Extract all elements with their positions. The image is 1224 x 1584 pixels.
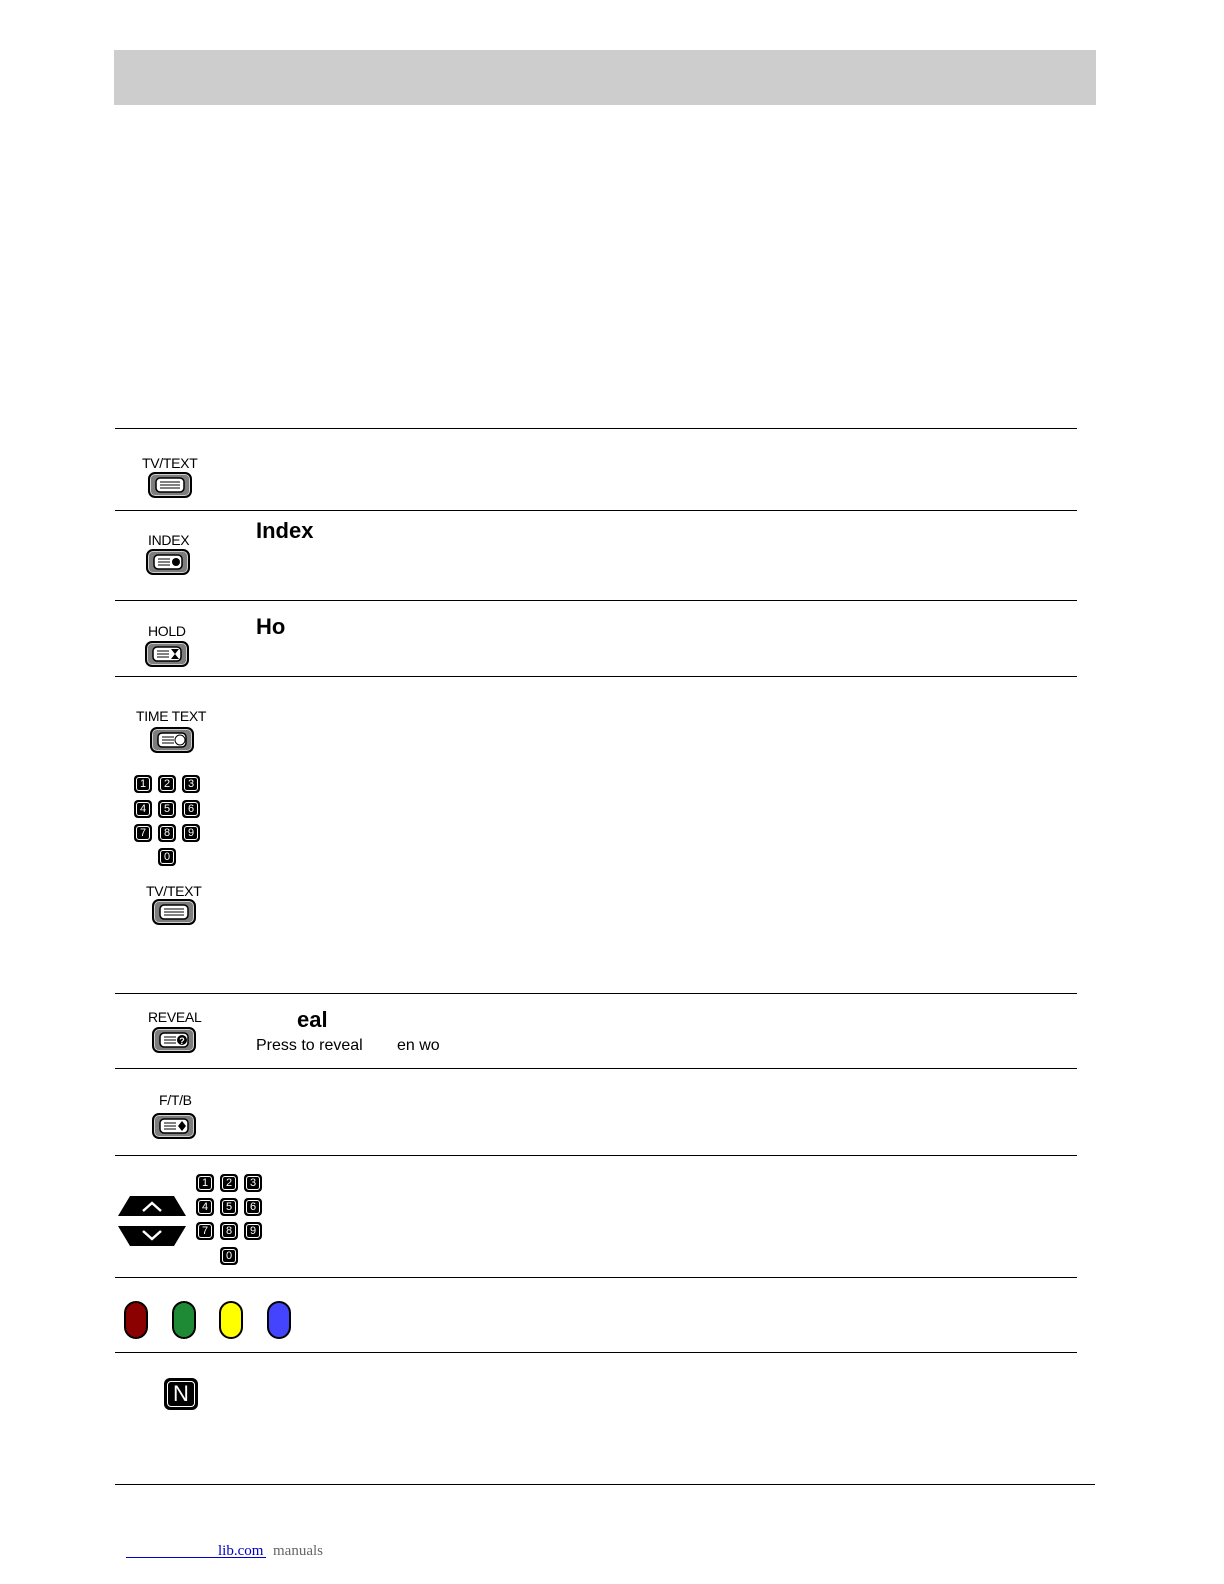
keypad-key-8[interactable]: 8 [158, 824, 176, 842]
divider [115, 1155, 1077, 1156]
keypad-key-8[interactable]: 8 [220, 1222, 238, 1240]
keypad-key-1[interactable]: 1 [134, 775, 152, 793]
hold-button[interactable] [145, 641, 189, 667]
timetext-label: TIME TEXT [136, 708, 207, 724]
reveal-icon [154, 1029, 194, 1051]
hold-label: HOLD [148, 623, 186, 639]
keypad-key-5[interactable]: 5 [220, 1198, 238, 1216]
tv-text-icon [150, 474, 190, 496]
keypad-key-7[interactable]: 7 [134, 824, 152, 842]
reveal-button[interactable] [152, 1027, 196, 1053]
n-button[interactable] [164, 1378, 198, 1410]
hold-heading: Ho [256, 614, 286, 639]
reveal-text-a: Press to reveal [256, 1037, 363, 1054]
keypad-key-4[interactable]: 4 [134, 800, 152, 818]
page-up-down-icon[interactable] [116, 1192, 188, 1250]
ftb-label: F/T/B [159, 1092, 192, 1108]
divider [115, 1352, 1077, 1353]
divider [115, 1068, 1077, 1069]
tv-text-icon [154, 901, 194, 923]
yellow-button[interactable] [219, 1301, 243, 1339]
keypad-key-0[interactable]: 0 [220, 1247, 238, 1265]
divider [115, 510, 1077, 511]
reveal-heading: eal [297, 1007, 328, 1032]
tvtext-button[interactable] [148, 472, 192, 498]
index-label: INDEX [148, 532, 190, 548]
tvtext-label-2: TV/TEXT [146, 883, 202, 899]
keypad-key-4[interactable]: 4 [196, 1198, 214, 1216]
green-button[interactable] [172, 1301, 196, 1339]
tvtext-label: TV/TEXT [142, 455, 198, 471]
red-button[interactable] [124, 1301, 148, 1339]
divider [115, 1277, 1077, 1278]
divider [115, 600, 1077, 601]
divider [115, 428, 1077, 429]
header-bar [114, 50, 1096, 105]
keypad-key-6[interactable]: 6 [182, 800, 200, 818]
keypad-key-2[interactable]: 2 [158, 775, 176, 793]
hold-icon [147, 643, 187, 665]
divider [115, 993, 1077, 994]
tvtext-button-2[interactable] [152, 899, 196, 925]
reveal-label: REVEAL [148, 1009, 202, 1025]
footer-manuals: manuals [273, 1543, 323, 1559]
svg-text:?: ? [179, 1036, 185, 1046]
keypad-key-7[interactable]: 7 [196, 1222, 214, 1240]
keypad-key-5[interactable]: 5 [158, 800, 176, 818]
keypad-key-9[interactable]: 9 [244, 1222, 262, 1240]
keypad-key-0[interactable]: 0 [158, 848, 176, 866]
divider [115, 1484, 1095, 1485]
keypad-key-3[interactable]: 3 [182, 775, 200, 793]
keypad-key-1[interactable]: 1 [196, 1174, 214, 1192]
ftb-button[interactable] [152, 1113, 196, 1139]
timetext-button[interactable] [150, 727, 194, 753]
n-button-label: N [167, 1381, 195, 1407]
index-icon [148, 551, 188, 573]
index-heading: Index [256, 518, 314, 543]
divider [115, 676, 1077, 677]
ftb-icon [154, 1115, 194, 1137]
footer-link[interactable]: lib.com [218, 1543, 264, 1559]
blue-button[interactable] [267, 1301, 291, 1339]
keypad-key-3[interactable]: 3 [244, 1174, 262, 1192]
index-button[interactable] [146, 549, 190, 575]
keypad-key-9[interactable]: 9 [182, 824, 200, 842]
reveal-text-b: en wo [397, 1037, 440, 1054]
time-text-icon [152, 729, 192, 751]
keypad-key-2[interactable]: 2 [220, 1174, 238, 1192]
keypad-key-6[interactable]: 6 [244, 1198, 262, 1216]
